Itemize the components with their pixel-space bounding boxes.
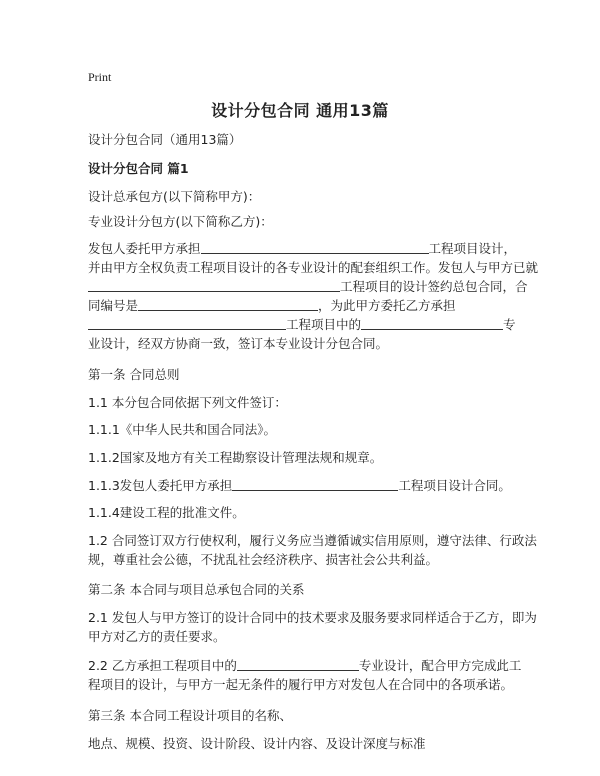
- intro-text: 工程项目中的: [286, 317, 362, 332]
- document-subtitle: 设计分包合同（通用13篇）: [88, 132, 242, 147]
- clause-2-2-line-1: [88, 656, 522, 676]
- intro-text: 发包人委托甲方承担: [88, 241, 201, 256]
- party-a-line: 设计总承包方(以下简称甲方)：: [88, 189, 261, 204]
- clause-2-1-line-2: 甲方对乙方的责任要求。: [88, 629, 226, 644]
- clause-1-1: 1.1 本分包合同依据下列文件签订：: [88, 395, 287, 410]
- project-name-blank[interactable]: [201, 239, 429, 254]
- clause-text: 1.1.3发包人委托甲方承担: [88, 478, 233, 493]
- clause-1-2-line-2: 规，尊重社会公德，不扰乱社会经济秩序、损害社会公共利益。: [88, 552, 439, 567]
- intro-line-6: 业设计，经双方协商一致，签订本专业设计分包合同。: [88, 336, 389, 351]
- clause-text: 专业设计，配合甲方完成此工: [358, 658, 522, 673]
- clause-1-1-4: 1.1.4建设工程的批准文件。: [88, 505, 245, 520]
- project-name-blank[interactable]: [232, 476, 398, 491]
- project-name-blank[interactable]: [88, 315, 286, 330]
- article-1-heading: 第一条 合同总则: [88, 367, 180, 382]
- intro-text: ，为此甲方委托乙方承担: [318, 298, 456, 313]
- article-2-heading: 第二条 本合同与项目总承包合同的关系: [88, 582, 305, 597]
- clause-2-2-line-2: 程项目的设计，与甲方一起无条件的履行甲方对发包人在合同中的各项承诺。: [88, 677, 514, 692]
- intro-text: 同编号是: [88, 298, 139, 313]
- contract-number-blank[interactable]: [138, 296, 318, 311]
- specialty-blank[interactable]: [361, 315, 503, 330]
- intro-line-3: [88, 277, 528, 297]
- section-heading: 设计分包合同 篇1: [88, 161, 189, 176]
- intro-text: 工程项目设计，: [428, 241, 517, 256]
- intro-line-2: 并由甲方全权负责工程项目设计的各专业设计的配套组织工作。发包人与甲方已就: [88, 260, 539, 275]
- clause-2-1-line-1: 2.1 发包人与甲方签订的设计合同中的技术要求及服务要求同样适合于乙方，即为: [88, 610, 537, 625]
- party-b-line: 专业设计分包方(以下简称乙方)：: [88, 214, 273, 229]
- article-3-line-2: 地点、规模、投资、设计阶段、设计内容、及设计深度与标准: [88, 736, 426, 751]
- page-title: 设计分包合同 通用13篇: [211, 101, 389, 120]
- clause-text: 2.2 乙方承担工程项目中的: [88, 658, 237, 673]
- clause-text: 工程项目设计合同。: [398, 478, 511, 493]
- clause-1-1-3: [88, 476, 518, 496]
- clause-1-1-1: 1.1.1《中华人民共和国合同法》。: [88, 422, 277, 437]
- specialty-blank[interactable]: [237, 656, 359, 671]
- intro-text: 工程项目的设计签约总包合同，合: [340, 279, 528, 294]
- clause-1-2-line-1: 1.2 合同签订双方行使权利，履行义务应当遵循诚实信用原则，遵守法律、行政法: [88, 533, 537, 548]
- print-label[interactable]: Print: [88, 70, 112, 84]
- intro-line-1: [88, 239, 518, 259]
- article-3-heading: 第三条 本合同工程设计项目的名称、: [88, 708, 292, 723]
- intro-line-4: [88, 296, 518, 316]
- intro-line-5: [88, 315, 518, 335]
- clause-1-1-2: 1.1.2国家及地方有关工程勘察设计管理法规和规章。: [88, 450, 383, 465]
- intro-text: 专: [503, 317, 516, 332]
- project-name-blank[interactable]: [88, 277, 340, 292]
